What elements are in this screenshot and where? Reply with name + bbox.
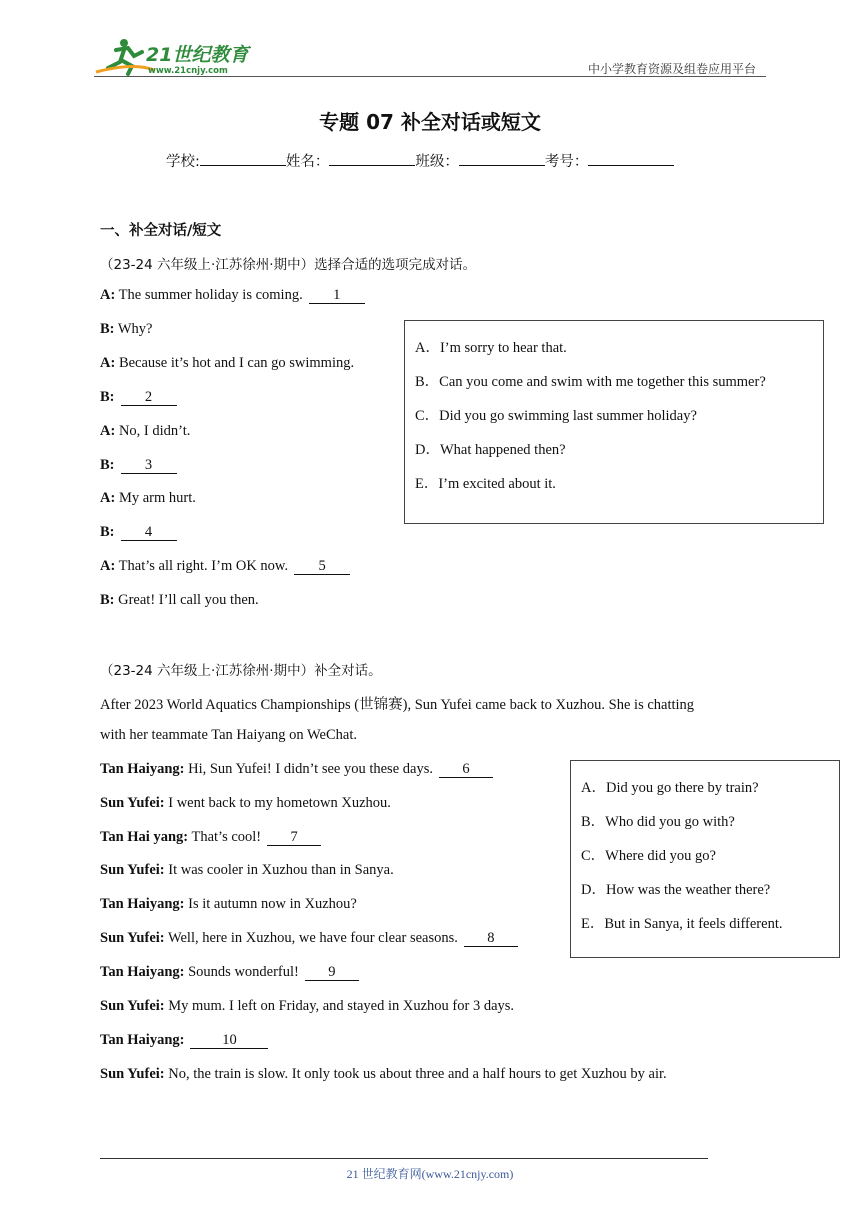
student-info-line	[166, 150, 674, 171]
dialogue-line: Tan Haiyang: Is it autumn now in Xuzhou?	[100, 896, 357, 912]
footer-divider	[100, 1158, 708, 1159]
dialogue-line: B: 3	[100, 457, 177, 474]
option-item: D．What happened then?	[415, 442, 566, 458]
dialogue-line: Sun Yufei: Well, here in Xuzhou, we have four clear seasons. 8	[100, 930, 518, 947]
number-label: 考号：	[544, 154, 589, 170]
site-logo	[94, 36, 264, 78]
option-item: A．I’m sorry to hear that.	[415, 340, 567, 356]
q1-source: （23-24 六年级上·江苏徐州·期中）选择合适的选项完成对话。	[100, 257, 477, 273]
option-item: B．Who did you go with?	[581, 814, 735, 830]
dialogue-line: B: 2	[100, 389, 177, 406]
answer-blank-6[interactable]: 6	[439, 762, 493, 778]
dialogue-line: A: The summer holiday is coming. 1	[100, 287, 365, 304]
dialogue-line: Tan Haiyang: Sounds wonderful! 9	[100, 964, 359, 981]
answer-blank-9[interactable]: 9	[305, 965, 359, 981]
dialogue-line: Sun Yufei: I went back to my hometown Xuzhou.	[100, 795, 391, 811]
dialogue-line: Tan Haiyang: Hi, Sun Yufei! I didn’t see you these days. 6	[100, 761, 493, 778]
page-title: 专题 07 补全对话或短文	[319, 110, 541, 134]
answer-blank-2[interactable]: 2	[121, 390, 177, 406]
name-field[interactable]	[329, 151, 415, 166]
option-item: D．How was the weather there?	[581, 882, 771, 898]
option-item: E．I’m excited about it.	[415, 476, 556, 492]
dialogue-line: B: Why?	[100, 321, 153, 337]
answer-blank-7[interactable]: 7	[267, 830, 321, 846]
dialogue-line: Sun Yufei: It was cooler in Xuzhou than in Sanya.	[100, 862, 394, 878]
platform-name: 中小学教育资源及组卷应用平台	[587, 62, 756, 76]
dialogue-line: Sun Yufei: My mum. I left on Friday, and stayed in Xuzhou for 3 days.	[100, 998, 515, 1014]
footer-link[interactable]: 21 世纪教育网(www.21cnjy.com)	[346, 1167, 514, 1181]
q2-options-box	[570, 760, 840, 958]
header-divider	[94, 76, 766, 77]
runner-logo-icon	[94, 36, 264, 78]
school-label: 学校:	[166, 154, 200, 170]
dialogue-line: A: No, I didn’t.	[100, 423, 191, 439]
dialogue-line: Tan Haiyang: 10	[100, 1032, 268, 1049]
section-heading: 一、补全对话/短文	[100, 223, 222, 239]
option-item: C．Did you go swimming last summer holiday?	[415, 408, 697, 424]
q2-intro: After 2023 World Aquatics Championships (世锦赛), Sun Yufei came back to Xuzhou. She is chatting	[100, 697, 695, 713]
answer-blank-1[interactable]: 1	[309, 288, 365, 304]
school-field[interactable]	[200, 151, 286, 166]
dialogue-line: Tan Hai yang: That’s cool! 7	[100, 829, 321, 846]
option-item: C．Where did you go?	[581, 848, 716, 864]
dialogue-line: A: My arm hurt.	[100, 490, 196, 506]
answer-blank-4[interactable]: 4	[121, 525, 177, 541]
option-item: E．But in Sanya, it feels different.	[581, 916, 783, 932]
number-field[interactable]	[588, 151, 674, 166]
q2-source: （23-24 六年级上·江苏徐州·期中）补全对话。	[100, 663, 382, 679]
answer-blank-5[interactable]: 5	[294, 559, 350, 575]
q2-intro: with her teammate Tan Haiyang on WeChat.	[100, 727, 357, 743]
answer-blank-3[interactable]: 3	[121, 458, 177, 474]
dialogue-line: A: That’s all right. I’m OK now. 5	[100, 558, 350, 575]
dialogue-line: B: 4	[100, 524, 177, 541]
dialogue-line: A: Because it’s hot and I can go swimming.	[100, 355, 355, 371]
class-field[interactable]	[459, 151, 545, 166]
dialogue-line: Sun Yufei: No, the train is slow. It only took us about three and a half hours to get Xuzhou by air.	[100, 1066, 667, 1082]
q1-options-box	[404, 320, 824, 524]
answer-blank-8[interactable]: 8	[464, 931, 518, 947]
class-label: 班级：	[415, 154, 459, 170]
dialogue-line: B: Great! I’ll call you then.	[100, 592, 259, 608]
logo-text: 21世纪教育	[146, 44, 249, 66]
name-label: 姓名：	[285, 154, 330, 170]
option-item: A．Did you go there by train?	[581, 780, 759, 796]
option-item: B．Can you come and swim with me together this summer?	[415, 374, 766, 390]
logo-url: www.21cnjy.com	[148, 66, 228, 76]
answer-blank-10[interactable]: 10	[190, 1033, 268, 1049]
